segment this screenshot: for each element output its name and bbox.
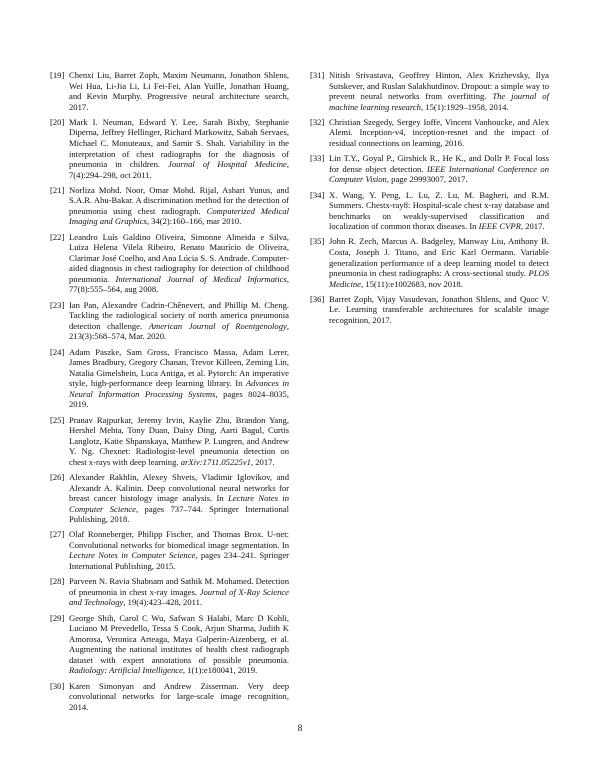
reference-venue: Lecture Notes in Computer Science [69, 550, 196, 561]
reference-number: [23] [50, 299, 65, 310]
reference-entry [50, 415, 289, 468]
reference-entry [50, 472, 289, 525]
reference-entry [50, 185, 289, 227]
reference-entry [50, 300, 289, 342]
reference-text: Christian Szegedy, Sergey Ioffe, Vincent Vanhoucke, and Alex Alemi. Inception-v4, inception-resnet and the impact of residual connections on learning, 2016. [329, 116, 549, 148]
reference-entry [50, 70, 289, 112]
reference-details: , 2017. [250, 456, 275, 467]
reference-entry [50, 613, 289, 676]
reference-venue: American Journal of Roentgenology [148, 320, 287, 331]
reference-entry [310, 294, 549, 326]
reference-number: [27] [50, 529, 65, 540]
reference-text: Pranav Rajpurkar, Jeremy Irvin, Kaylie Zhu, Brandon Yang, Hershel Mehta, Tony Duan, Daisy Ding, Aarti Bagul, Curtis Langlotz, Katie Shpanskaya, Matthew P. Lungren, and Andrew Y. Ng. Chexnet: Radiologist-level pneumonia detection on chest x-rays with deep learning. [69, 414, 289, 467]
reference-text: Mark I. Neuman, Edward Y. Lee, Sarah Bixby, Stephanie Diperna, Jeffrey Hellinger, Richard Markowitz, Sabah Servaes, Michael C. Monuteaux, and Samir S. Shah. Variability in the interpretation of chest radiographs for the diagnosis of pneumonia in children. [69, 116, 289, 170]
references-column-left [50, 70, 289, 717]
reference-number: [36] [310, 293, 325, 304]
reference-entry [50, 117, 289, 180]
reference-details: , page 29993007, 2017. [386, 174, 468, 185]
reference-text: Leandro Luís Galdino Oliveira, Simonne Almeida e Silva, Luiza Helena Vilela Ribeiro, Renato Maurício de Oliveira, Clarimar José Coelho, and Ana Lúcia S. S. Andrade. Computer-aided diagnosis in chest radiography for detection of childhood pneumonia. [69, 231, 289, 284]
reference-entry [50, 576, 289, 608]
reference-details: , 19(4):423–428, 2011. [123, 597, 203, 608]
reference-number: [19] [50, 70, 65, 80]
reference-details: , pages 8024–8035, 2019. [69, 388, 289, 410]
reference-entry [50, 232, 289, 295]
reference-details: , 213(3):568–574, Mar. 2020. [69, 320, 289, 342]
reference-number: [25] [50, 414, 65, 425]
reference-entry [50, 681, 289, 713]
reference-venue: IEEE International Conference on Computer Vision [329, 163, 549, 185]
reference-number: [29] [50, 612, 65, 623]
reference-number: [21] [50, 184, 65, 195]
reference-text: George Shih, Carol C Wu, Safwan S Halabi, Marc D Kohli, Luciano M Prevedello, Tessa S Cook, Arjun Sharma, Judith K Amorosa, Veronica Arteaga, Maya Galperin-Aizenberg, et al. Augmenting the national institutes of health chest radiograph dataset with expert annotations of possible pneumonia. [69, 612, 289, 665]
reference-entry [50, 529, 289, 571]
reference-entry [310, 70, 549, 112]
reference-details: , pages 234–241. Springer International Publishing, 2015. [69, 550, 290, 572]
page-number: 8 [297, 724, 303, 734]
reference-venue: Advances in Neural Information Processing Systems [69, 378, 290, 399]
reference-number: [31] [310, 70, 325, 80]
reference-number: [22] [50, 231, 65, 242]
reference-details: , 2017. [520, 221, 545, 232]
reference-entry [310, 153, 549, 185]
reference-text: Nitish Srivastava, Geoffrey Hinton, Alex Krizhevsky, Ilya Sutskever, and Ruslan Salakhutdinov. Dropout: a simple way to prevent neural networks from overfitting. [329, 70, 549, 102]
reference-text: Chenxi Liu, Barret Zoph, Maxim Neumann, Jonathon Shlens, Wei Hua, Li-Jia Li, Li Fei-Fei, Alan Yuille, Jonathan Huang, and Kevin Murphy. Progressive neural architecture search, 2017. [69, 70, 289, 112]
reference-text: Ian Pan, Alexandre Cadrin-Chênevert, and Phillip M. Cheng. Tackling the radiological society of north america pneumonia detection challenge. [69, 299, 289, 331]
reference-text: Norliza Mohd. Noor, Omar Mohd. Rijal, Ashari Yunus, and S.A.R. Abu-Bakar. A discrimination method for the detection of pneumonia using chest radiograph. [69, 184, 289, 216]
reference-number: [34] [310, 189, 325, 200]
reference-text: Barret Zoph, Vijay Vasudevan, Jonathon Shlens, and Quoc V. Le. Learning transferable architectures for scalable image recognition, 2017. [329, 293, 549, 325]
reference-venue: The journal of machine learning research [329, 91, 549, 112]
reference-venue: Computerized Medical Imaging and Graphics [69, 205, 289, 227]
reference-details: , 15(11):e1002683, nov 2018. [360, 278, 463, 289]
reference-venue: Radiology: Artificial Intelligence [69, 665, 183, 676]
reference-entry [310, 117, 549, 149]
reference-venue: International Journal of Medical Informatics [115, 273, 287, 284]
reference-number: [35] [310, 236, 325, 247]
reference-number: [32] [310, 116, 325, 127]
reference-number: [33] [310, 153, 325, 164]
reference-details: , 7(4):294–298, oct 2011. [69, 159, 289, 180]
reference-details: , 77(8):555–564, aug 2008. [69, 273, 289, 295]
reference-text: Olaf Ronneberger, Philipp Fischer, and Thomas Brox. U-net: Convolutional networks for biomedical image segmentation. In [69, 529, 289, 550]
reference-text: Adam Paszke, Sam Gross, Francisco Massa, Adam Lerer, James Bradbury, Gregory Chanan, Trevor Killeen, Zeming Lin, Natalia Gimelshein, Luca Antiga, et al. Pytorch: An imperative style, high-performance deep learning library. In [69, 346, 289, 389]
reference-text: Lin T.Y., Goyal P., Girshick R., He K., and Dollr P. Focal loss for dense object detection. [329, 153, 549, 174]
reference-number: [26] [50, 471, 65, 482]
reference-venue: PLOS Medicine [329, 268, 549, 289]
reference-entry [50, 347, 289, 410]
references-column-right [310, 70, 549, 330]
reference-entry [310, 236, 549, 289]
reference-text: Alexander Rakhlin, Alexey Shvets, Vladimir Iglovikov, and Alexandr A. Kalinin. Deep convolutional neural networks for breast cancer histology image analysis. In [69, 471, 289, 504]
reference-text: Karen Simonyan and Andrew Zisserman. Very deep convolutional networks for large-scale image recognition, 2014. [69, 680, 289, 712]
reference-text: X. Wang, Y. Peng, L. Lu, Z. Lu, M. Bagheri, and R.M. Summers. Chestx-ray8: Hospital-scale chest x-ray database and benchmarks on weakly-supervised classification and localization of common thorax diseases. In [329, 189, 549, 232]
reference-details: , 15(1):1929–1958, 2014. [420, 101, 509, 112]
reference-number: [20] [50, 116, 65, 127]
reference-entry [310, 190, 549, 232]
reference-venue: Lecture Notes in Computer Science [69, 493, 289, 514]
reference-details: , 1(1):e180041, 2019. [182, 665, 258, 676]
reference-venue: Journal of X-Ray Science and Technology [69, 586, 289, 608]
reference-text: Parveen N. Ravia Shabnam and Sathik M. Mohamed. Detection of pneumonia in chest x-ray images. [69, 576, 289, 597]
reference-number: [28] [50, 576, 65, 587]
reference-details: , pages 737–744. Springer International Publishing, 2018. [69, 503, 289, 525]
reference-venue: arXiv:1711.05225v1 [180, 456, 251, 467]
reference-venue: IEEE CVPR [478, 221, 521, 232]
reference-text: John R. Zech, Marcus A. Badgeley, Manway Liu, Anthony B. Costa, Joseph J. Titano, and Eric Karl Oermann. Variable generalization performance of a deep learning model to detect pneumonia in chest radiographs: A cross-sectional study. [329, 236, 549, 279]
reference-number: [30] [50, 680, 65, 691]
reference-number: [24] [50, 346, 65, 357]
reference-details: , 34(2):160–166, mar 2010. [146, 216, 242, 227]
reference-venue: Journal of Hospital Medicine [168, 159, 287, 170]
